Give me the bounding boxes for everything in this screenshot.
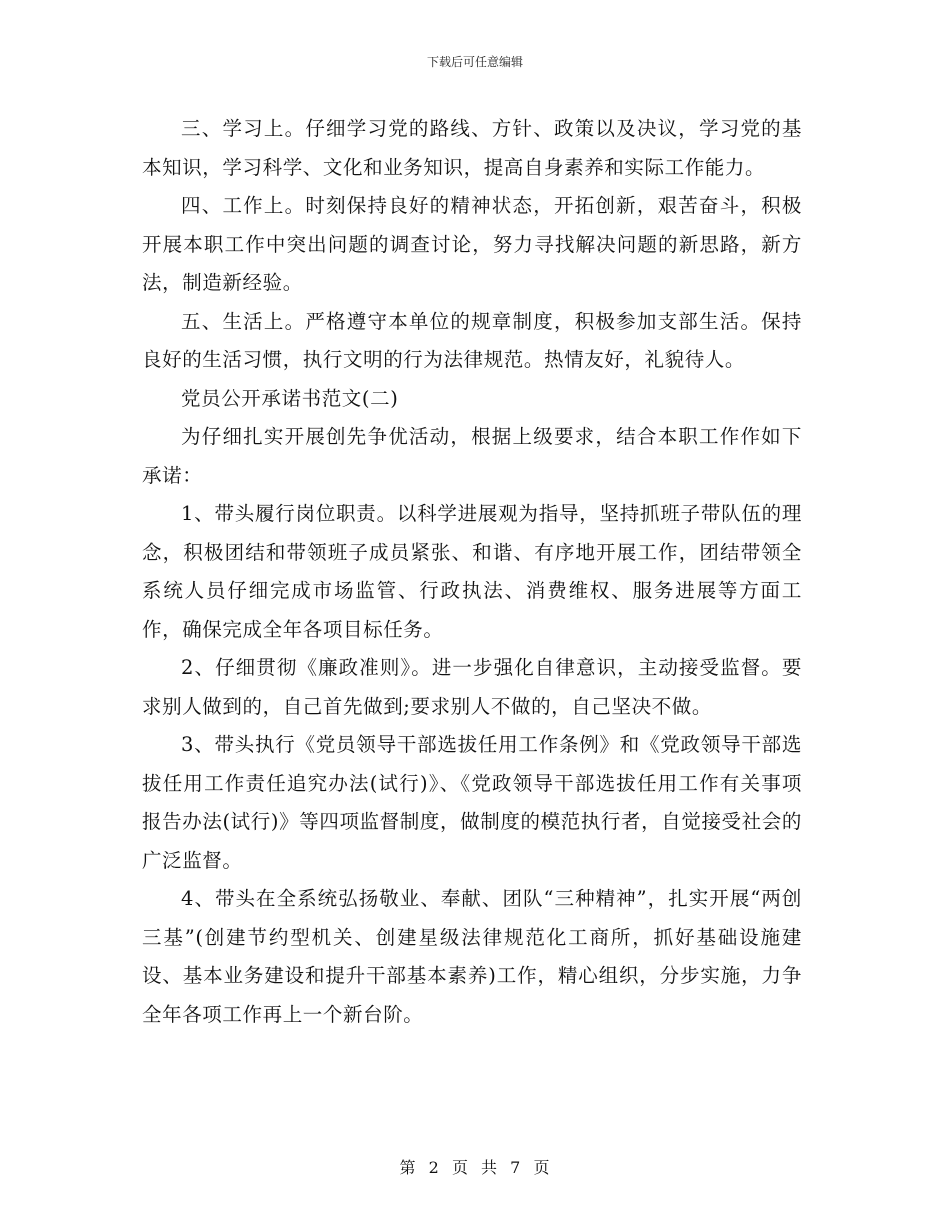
document-body [142, 110, 802, 1034]
paragraph-item-3: 3、带头执行《党员领导干部选拔任用工作条例》和《党政领导干部选拔任用工作责任追究办法(试行)》、《党政领导干部选拔任用工作有关事项报告办法(试行)》等四项监督制度，做制度的模范执行者，自觉接受社会的广泛监督。 [142, 733, 802, 872]
footer-prefix: 第 [399, 1158, 417, 1177]
section-title: 党员公开承诺书范文(二) [181, 386, 399, 410]
footer-total-word: 共 [481, 1158, 499, 1177]
paragraph-item-4: 4、带头在全系统弘扬敬业、奉献、团队“三种精神”，扎实开展“两创三基”(创建节约型机关、创建星级法律规范化工商所，抓好基础设施建设、基本业务建设和提升干部基本素养)工作，精心组织，分步实施，力争全年各项工作再上一个新台阶。 [142, 887, 802, 1026]
paragraph-item-2: 2、仔细贯彻《廉政准则》。进一步强化自律意识，主动接受监督。要求别人做到的，自己首先做到;要求别人不做的，自己坚决不做。 [142, 656, 802, 718]
paragraph-work: 四、工作上。时刻保持良好的精神状态，开拓创新，艰苦奋斗，积极开展本职工作中突出问题的调查讨论，努力寻找解决问题的新思路，新方法，制造新经验。 [142, 194, 802, 294]
page-header [0, 54, 950, 70]
footer-total-pages: 7 [510, 1158, 522, 1177]
paragraph-study: 三、学习上。仔细学习党的路线、方针、政策以及决议，学习党的基本知识，学习科学、文化和业务知识，提高自身素养和实际工作能力。 [142, 117, 802, 179]
paragraph-life: 五、生活上。严格遵守本单位的规章制度，积极参加支部生活。保持良好的生活习惯，执行文明的行为法律规范。热情友好，礼貌待人。 [142, 309, 802, 371]
paragraph-intro: 为仔细扎实开展创先争优活动，根据上级要求，结合本职工作作如下承诺： [142, 425, 802, 487]
footer-page-word: 页 [451, 1158, 469, 1177]
header-text: 下载后可任意编辑 [426, 55, 523, 69]
paragraph-item-1: 1、带头履行岗位职责。以科学进展观为指导，坚持抓班子带队伍的理念，积极团结和带领班子成员紧张、和谐、有序地开展工作，团结带领全系统人员仔细完成市场监管、行政执法、消费维权、服务进展等方面工作，确保完成全年各项目标任务。 [142, 502, 802, 641]
footer-suffix: 页 [533, 1158, 551, 1177]
footer-current-page: 2 [428, 1158, 440, 1177]
page-footer [0, 1155, 950, 1178]
